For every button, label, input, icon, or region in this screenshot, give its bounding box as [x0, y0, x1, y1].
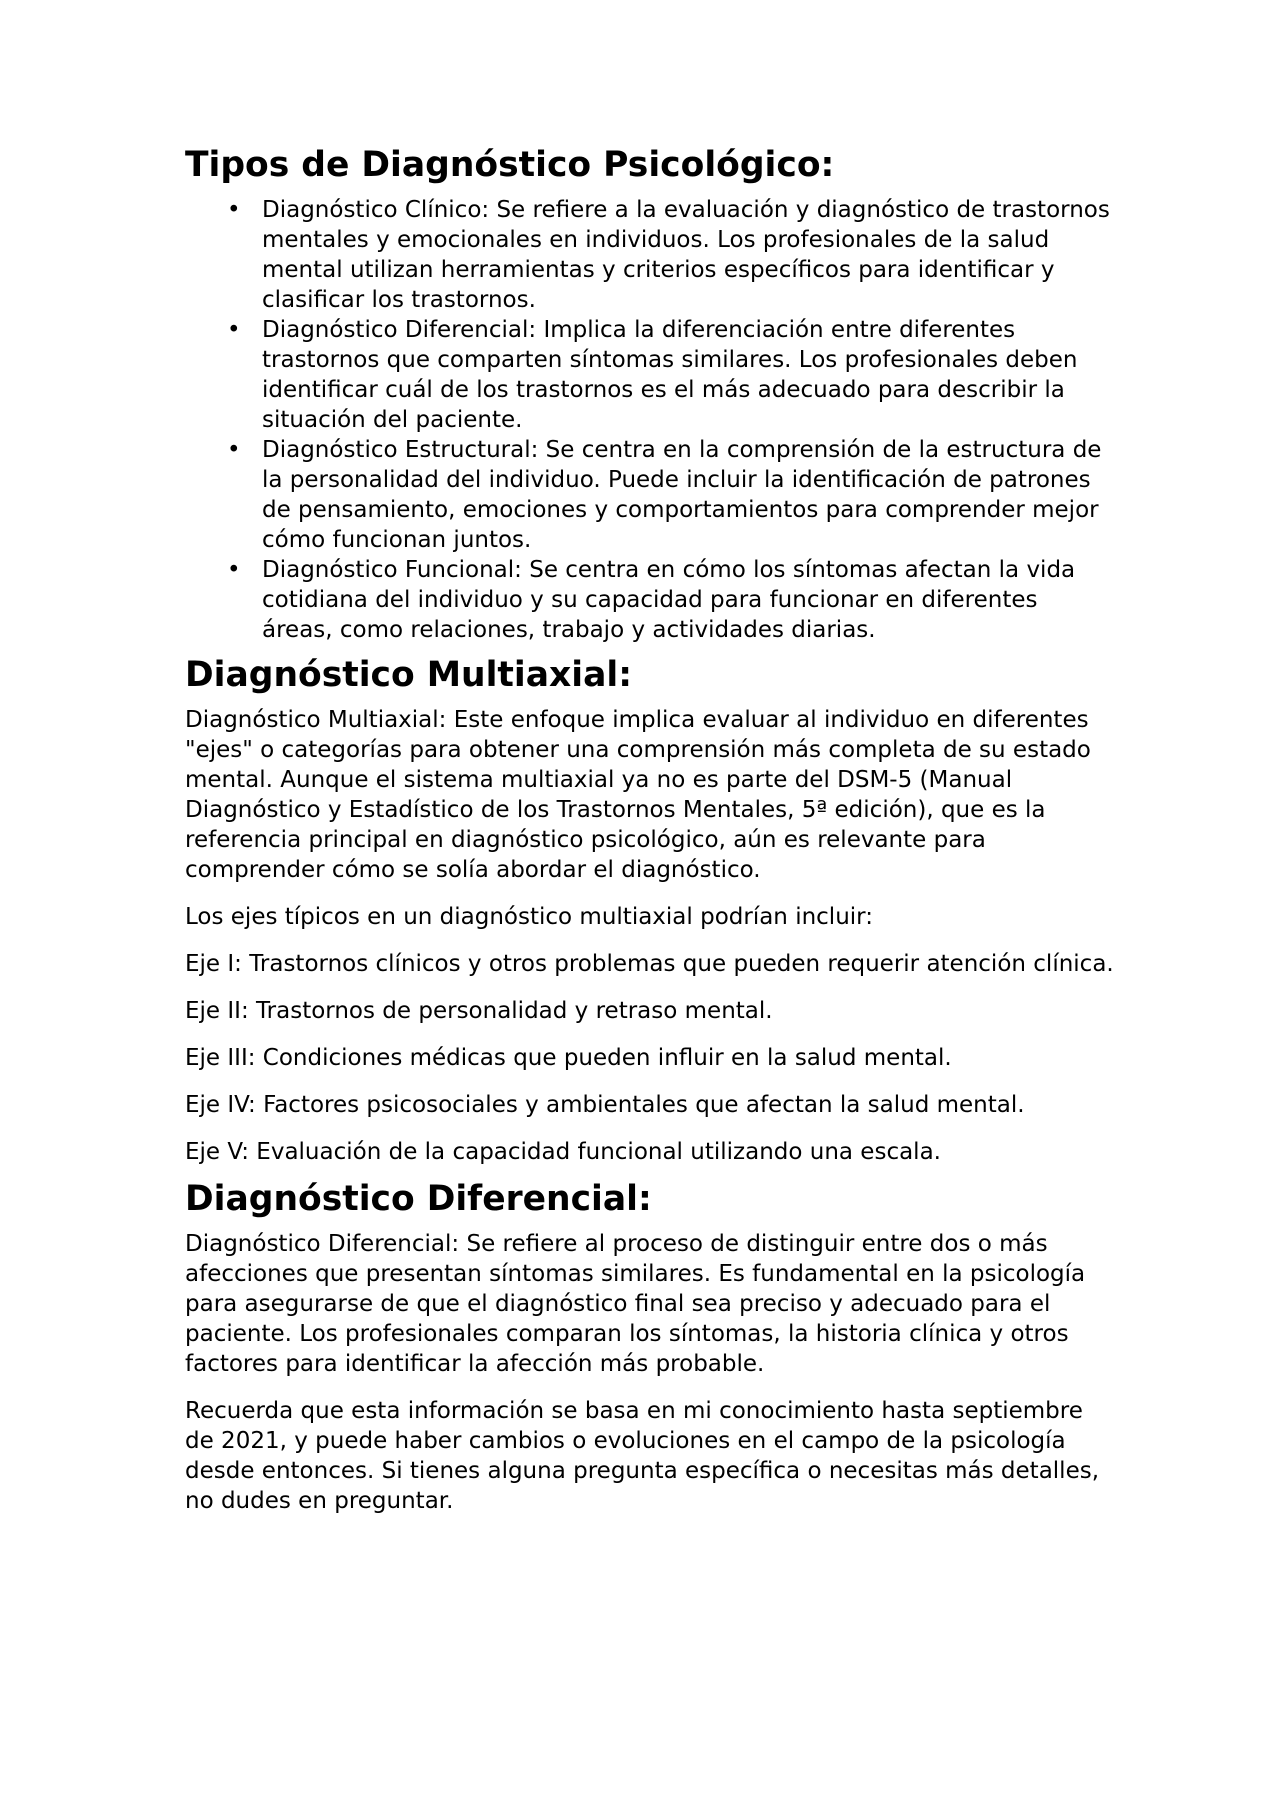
- list-item: [185, 555, 1115, 645]
- eje-4: Eje IV: Factores psicosociales y ambientales que afectan la salud mental.: [185, 1092, 1025, 1118]
- tipos-list: [185, 195, 1115, 645]
- list-item-text: Diagnóstico Clínico: Se refiere a la evaluación y diagnóstico de trastornos mentales y emocionales en individuos. Los profesionales de la salud mental utilizan herramientas y criterios específicos para identificar y clasificar los trastornos.: [262, 197, 1110, 313]
- eje-3: Eje III: Condiciones médicas que pueden influir en la salud mental.: [185, 1045, 952, 1071]
- heading-multiaxial: Diagnóstico Multiaxial:: [185, 655, 633, 695]
- bullet-icon: •: [227, 557, 241, 583]
- list-item: [185, 195, 1115, 315]
- list-item-text: Diagnóstico Diferencial: Implica la diferenciación entre diferentes trastornos que comparten síntomas similares. Los profesionales deben identificar cuál de los trastornos es el más adecuado para describir la situación del paciente.: [262, 317, 1078, 433]
- eje-1: Eje I: Trastornos clínicos y otros problemas que pueden requerir atención clínica.: [185, 951, 1114, 977]
- ejes-intro: Los ejes típicos en un diagnóstico multiaxial podrían incluir:: [185, 904, 873, 930]
- document-page: [185, 145, 1115, 1533]
- bullet-icon: •: [227, 317, 241, 343]
- diferencial-body: Diagnóstico Diferencial: Se refiere al proceso de distinguir entre dos o más afecciones que presentan síntomas similares. Es fundamental en la psicología para asegurarse de que el diagnóstico final sea preciso y adecuado para el paciente. Los profesionales comparan los síntomas, la historia clínica y otros factores para identificar la afección más probable.: [185, 1231, 1086, 1377]
- bullet-icon: •: [227, 437, 241, 463]
- closing-note: Recuerda que esta información se basa en mi conocimiento hasta septiembre de 2021, y puede haber cambios o evoluciones en el campo de la psicología desde entonces. Si tienes alguna pregunta específica o necesitas más detalles, no dudes en preguntar.: [185, 1398, 1100, 1514]
- list-item: [185, 435, 1115, 555]
- list-item: [185, 315, 1115, 435]
- multiaxial-intro: Diagnóstico Multiaxial: Este enfoque implica evaluar al individuo en diferentes "ejes" o categorías para obtener una comprensión más completa de su estado mental. Aunque el sistema multiaxial ya no es parte del DSM-5 (Manual Diagnóstico y Estadístico de los Trastornos Mentales, 5ª edición), que es la referencia principal en diagnóstico psicológico, aún es relevante para comprender cómo se solía abordar el diagnóstico.: [185, 707, 1091, 883]
- heading-diferencial: Diagnóstico Diferencial:: [185, 1179, 652, 1219]
- eje-5: Eje V: Evaluación de la capacidad funcional utilizando una escala.: [185, 1139, 941, 1165]
- list-item-text: Diagnóstico Funcional: Se centra en cómo los síntomas afectan la vida cotidiana del individuo y su capacidad para funcionar en diferentes áreas, como relaciones, trabajo y actividades diarias.: [262, 557, 1076, 643]
- list-item-text: Diagnóstico Estructural: Se centra en la comprensión de la estructura de la personalidad del individuo. Puede incluir la identificación de patrones de pensamiento, emociones y comportamientos para comprender mejor cómo funcionan juntos.: [262, 437, 1102, 553]
- bullet-icon: •: [227, 197, 241, 223]
- heading-tipos: Tipos de Diagnóstico Psicológico:: [185, 145, 835, 185]
- eje-2: Eje II: Trastornos de personalidad y retraso mental.: [185, 998, 773, 1024]
